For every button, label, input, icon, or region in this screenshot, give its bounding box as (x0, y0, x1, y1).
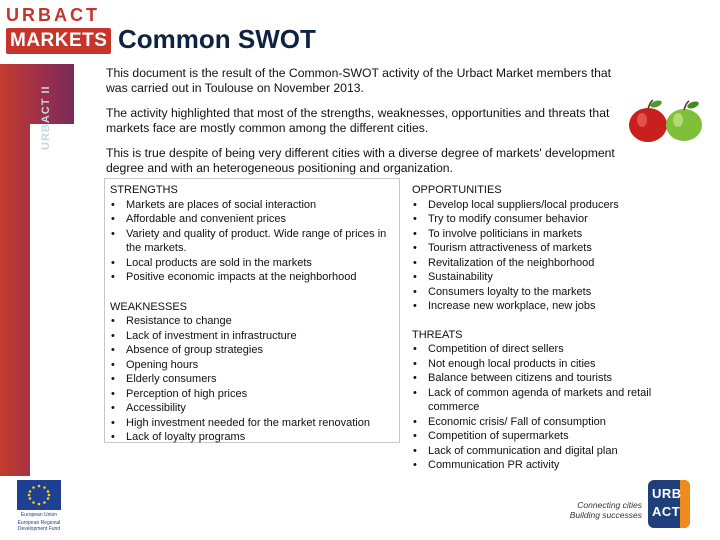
strength-item: • Markets are places of social interaction (110, 198, 400, 213)
logo-bottom-text: MARKETS (6, 28, 111, 54)
swot-left-column (110, 183, 400, 445)
tagline (560, 500, 642, 520)
intro-paragraph-3: This is true despite of being very different cities with a diverse degree of markets' development degree and with an heterogeneous positioning and organization. (106, 146, 615, 175)
strength-item: • Local products are sold in the markets (110, 256, 400, 271)
opportunity-item: • Revitalization of the neighborhood (412, 256, 692, 271)
tagline-line-2: Building successes (569, 510, 642, 520)
opportunity-item: • Develop local suppliers/local producers (412, 198, 692, 213)
intro-paragraph-1: This document is the result of the Common-SWOT activity of the Urbact Market members that was carried out in Toulouse on November 2013. (106, 66, 612, 95)
weakness-item: • Lack of loyalty programs (110, 430, 400, 445)
swot-right-column (412, 183, 692, 473)
tagline-line-1: Connecting cities (577, 500, 642, 510)
left-decorative-band (0, 64, 74, 476)
threat-item: • Lack of communication and digital plan (412, 444, 692, 459)
urbact-badge-logo (648, 480, 690, 530)
weakness-item: • Resistance to change (110, 314, 400, 329)
page-title: Common SWOT (118, 24, 316, 54)
eu-caption-1: European Union (20, 512, 58, 518)
threat-item: • Lack of common agenda of markets and retail commerce (412, 386, 692, 415)
badge-line-2: ACT (652, 504, 681, 519)
threat-item: • Competition of supermarkets (412, 429, 692, 444)
strengths-title: STRENGTHS (110, 184, 178, 196)
strength-item: • Variety and quality of product. Wide range of prices in the markets. (110, 227, 400, 256)
band-inner-panel (30, 124, 74, 476)
opportunity-item: • Increase new workplace, new jobs (412, 299, 692, 314)
opportunity-item: • Tourism attractiveness of markets (412, 241, 692, 256)
opportunity-item: • To involve politicians in markets (412, 227, 692, 242)
side-label: URBACT II (40, 85, 52, 150)
urbact-markets-logo (6, 5, 108, 58)
weakness-item: • Elderly consumers (110, 372, 400, 387)
eu-logo (14, 480, 64, 532)
threat-item: • Balance between citizens and tourists (412, 371, 692, 386)
intro-paragraph-2: The activity highlighted that most of the strengths, weaknesses, opportunities and threats that markets face are mostly common among the different cities. (106, 106, 610, 135)
threats-title: THREATS (412, 328, 463, 341)
eu-flag-icon (17, 480, 61, 510)
logo-top-text: URBACT (6, 5, 100, 25)
strength-item: • Positive economic impacts at the neighborhood (110, 270, 400, 285)
threat-item: • Economic crisis/ Fall of consumption (412, 415, 692, 430)
weaknesses-title: WEAKNESSES (110, 300, 188, 313)
apples-image (626, 98, 706, 144)
badge-line-1: URB (652, 486, 682, 501)
opportunity-item: • Try to modify consumer behavior (412, 212, 692, 227)
strength-item: • Affordable and convenient prices (110, 212, 400, 227)
opportunities-title: OPPORTUNITIES (412, 184, 502, 196)
threat-item: • Not enough local products in cities (412, 357, 692, 372)
threat-item: • Competition of direct sellers (412, 342, 692, 357)
opportunity-item: • Sustainability (412, 270, 692, 285)
weakness-item: • Lack of investment in infrastructure (110, 329, 400, 344)
weakness-item: • High investment needed for the market renovation (110, 416, 400, 431)
weakness-item: • Perception of high prices (110, 387, 400, 402)
weakness-item: • Opening hours (110, 358, 400, 373)
threat-item: • Communication PR activity (412, 458, 692, 473)
weakness-item: • Absence of group strategies (110, 343, 400, 358)
opportunity-item: • Consumers loyalty to the markets (412, 285, 692, 300)
weakness-item: • Accessibility (110, 401, 400, 416)
eu-caption-2: European Regional Development Fund (17, 520, 61, 532)
